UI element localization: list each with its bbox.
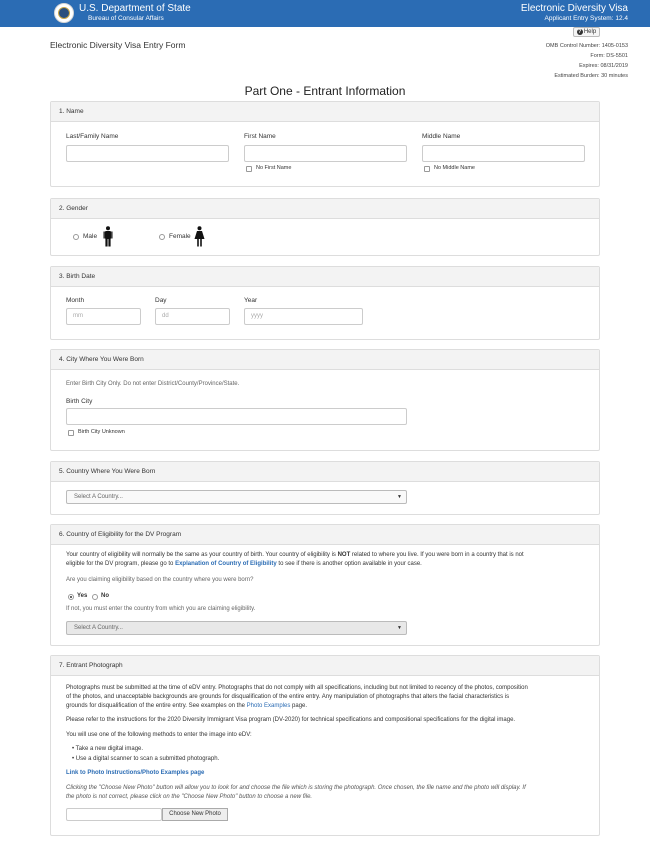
eligibility-not: NOT xyxy=(337,552,351,558)
omb-line: Expires: 08/31/2019 xyxy=(579,63,628,69)
photo-method-text: Use a digital scanner to scan a submitted photograph. xyxy=(75,756,220,762)
photo-text: Photographs must be submitted at the time of eDV entry. Photographs that do not comply with all specifications, including but not limited to recency of the photos, composition xyxy=(66,685,528,691)
photo-instructions-ref: Please refer to the instructions for the 2020 Diversity Immigrant Visa program (DV-2020) for technical specifications and compositional specifications for the digital image. xyxy=(66,717,516,723)
photo-text: grounds for disqualification of the entire entry. See examples on the xyxy=(66,703,247,709)
department-name: U.S. Department of State xyxy=(79,3,191,14)
eligibility-text: related to where you live. If you were born in a country that is not xyxy=(350,552,524,558)
birth-date-panel xyxy=(50,266,600,340)
name-panel xyxy=(50,101,600,187)
middle-name-input[interactable] xyxy=(422,145,585,162)
eligibility-country-select-value: Select A Country... xyxy=(74,625,123,631)
last-name-input[interactable] xyxy=(66,145,229,162)
name-heading: 1. Name xyxy=(51,102,599,122)
birth-city-heading: 4. City Where You Were Born xyxy=(51,350,599,370)
female-radio[interactable] xyxy=(159,234,165,240)
eligibility-country-select[interactable] xyxy=(66,621,407,635)
photo-choose-hint xyxy=(66,784,596,802)
photo-panel xyxy=(50,655,600,836)
day-label: Day xyxy=(155,297,167,304)
caret-down-icon: ▼ xyxy=(397,625,402,631)
male-radio[interactable] xyxy=(73,234,79,240)
birth-date-heading: 3. Birth Date xyxy=(51,267,599,287)
photo-hint-line: the photo is not correct, please click on the "Choose New Photo" button to choose a new file. xyxy=(66,794,313,800)
eligibility-yes-label: Yes xyxy=(77,593,88,599)
first-name-input[interactable] xyxy=(244,145,407,162)
month-label: Month xyxy=(66,297,85,304)
bureau-name: Bureau of Consular Affairs xyxy=(88,15,164,22)
choose-new-photo-button[interactable]: Choose New Photo xyxy=(162,808,228,821)
day-input[interactable]: dd xyxy=(155,308,230,325)
caret-down-icon: ▼ xyxy=(397,494,402,500)
eligibility-explanation-link[interactable]: Explanation of Country of Eligibility xyxy=(175,561,277,567)
eligibility-text: Your country of eligibility will normally be the same as your country of birth. Your country of eligibility is xyxy=(66,552,338,558)
eligibility-if-not: If not, you must enter the country from which you are claiming eligibility. xyxy=(66,606,256,612)
gender-heading: 2. Gender xyxy=(51,199,599,219)
female-label: Female xyxy=(169,233,191,240)
eligibility-panel xyxy=(50,524,600,646)
birth-city-unknown-checkbox[interactable] xyxy=(68,430,74,436)
omb-line: Form: DS-5501 xyxy=(590,53,628,59)
year-label: Year xyxy=(244,297,258,304)
birth-city-unknown-label: Birth City Unknown xyxy=(78,429,125,435)
department-seal-icon xyxy=(54,3,74,23)
eligibility-text: eligible for the DV program, please go to xyxy=(66,561,176,567)
photo-examples-link[interactable]: Photo Examples xyxy=(246,703,291,709)
eligibility-no-label: No xyxy=(101,593,109,599)
photo-methods-intro: You will use one of the following methods to enter the image into eDV: xyxy=(66,732,252,738)
no-first-name-label: No First Name xyxy=(256,165,292,171)
month-input[interactable]: mm xyxy=(66,308,141,325)
country-born-heading: 5. Country Where You Were Born xyxy=(51,462,599,482)
form-title: Electronic Diversity Visa Entry Form xyxy=(50,40,186,50)
birth-city-hint: Enter Birth City Only. Do not enter District/County/Province/State. xyxy=(66,381,240,387)
country-born-panel xyxy=(50,461,600,515)
male-label: Male xyxy=(83,233,98,240)
omb-info xyxy=(546,41,628,81)
help-label: Help xyxy=(583,29,597,35)
photo-text: of the photos, and unacceptable backgrounds are grounds for disqualification of the entire entry. Any manipulation of photographs that alters the facial characteristics is xyxy=(66,694,510,700)
birth-city-label: Birth City xyxy=(66,398,93,405)
first-name-label: First Name xyxy=(244,133,276,140)
photo-hint-line: Clicking the "Choose New Photo" button will allow you to look for and choose the file which is storing the photograph. Once chosen, the file name and the photo will display. If xyxy=(66,785,526,791)
eligibility-no-radio[interactable] xyxy=(92,594,98,600)
app-title: Electronic Diversity Visa xyxy=(520,3,628,14)
omb-line: Estimated Burden: 30 minutes xyxy=(554,73,628,79)
photo-instructions-link[interactable]: Link to Photo Instructions/Photo Examples page xyxy=(66,770,205,776)
last-name-label: Last/Family Name xyxy=(66,133,119,140)
country-born-select-value: Select A Country... xyxy=(74,494,123,500)
photo-filename-input[interactable] xyxy=(66,808,162,821)
eligibility-explanation xyxy=(66,551,596,569)
eligibility-question: Are you claiming eligibility based on the country where you were born? xyxy=(66,577,254,583)
birth-city-panel xyxy=(50,349,600,451)
female-figure-icon xyxy=(194,226,205,247)
omb-line: OMB Control Number: 1405-0153 xyxy=(545,43,628,49)
no-middle-name-checkbox[interactable] xyxy=(424,166,430,172)
birth-city-input[interactable] xyxy=(66,408,407,425)
app-system-version: Applicant Entry System: 12.4 xyxy=(544,15,628,22)
photo-heading: 7. Entrant Photograph xyxy=(51,656,599,676)
year-input[interactable]: yyyy xyxy=(244,308,363,325)
site-header xyxy=(0,0,650,27)
eligibility-text: to see if there is another option available in your case. xyxy=(276,561,422,567)
middle-name-label: Middle Name xyxy=(422,133,461,140)
gender-panel xyxy=(50,198,600,256)
country-born-select[interactable] xyxy=(66,490,407,504)
eligibility-yes-radio[interactable] xyxy=(68,594,74,600)
eligibility-heading: 6. Country of Eligibility for the DV Program xyxy=(51,525,599,545)
question-icon: ? xyxy=(578,29,582,35)
photo-method-text: Take a new digital image. xyxy=(75,746,144,752)
male-figure-icon xyxy=(103,226,113,247)
photo-requirements xyxy=(66,684,596,711)
photo-method-item: • Use a digital scanner to scan a submitted photograph. xyxy=(72,756,220,762)
photo-text: page. xyxy=(290,703,308,709)
page-title: Part One - Entrant Information xyxy=(244,84,406,98)
no-first-name-checkbox[interactable] xyxy=(246,166,252,172)
photo-method-item: • Take a new digital image. xyxy=(72,746,144,752)
no-middle-name-label: No Middle Name xyxy=(434,165,475,171)
help-button[interactable] xyxy=(573,27,600,37)
